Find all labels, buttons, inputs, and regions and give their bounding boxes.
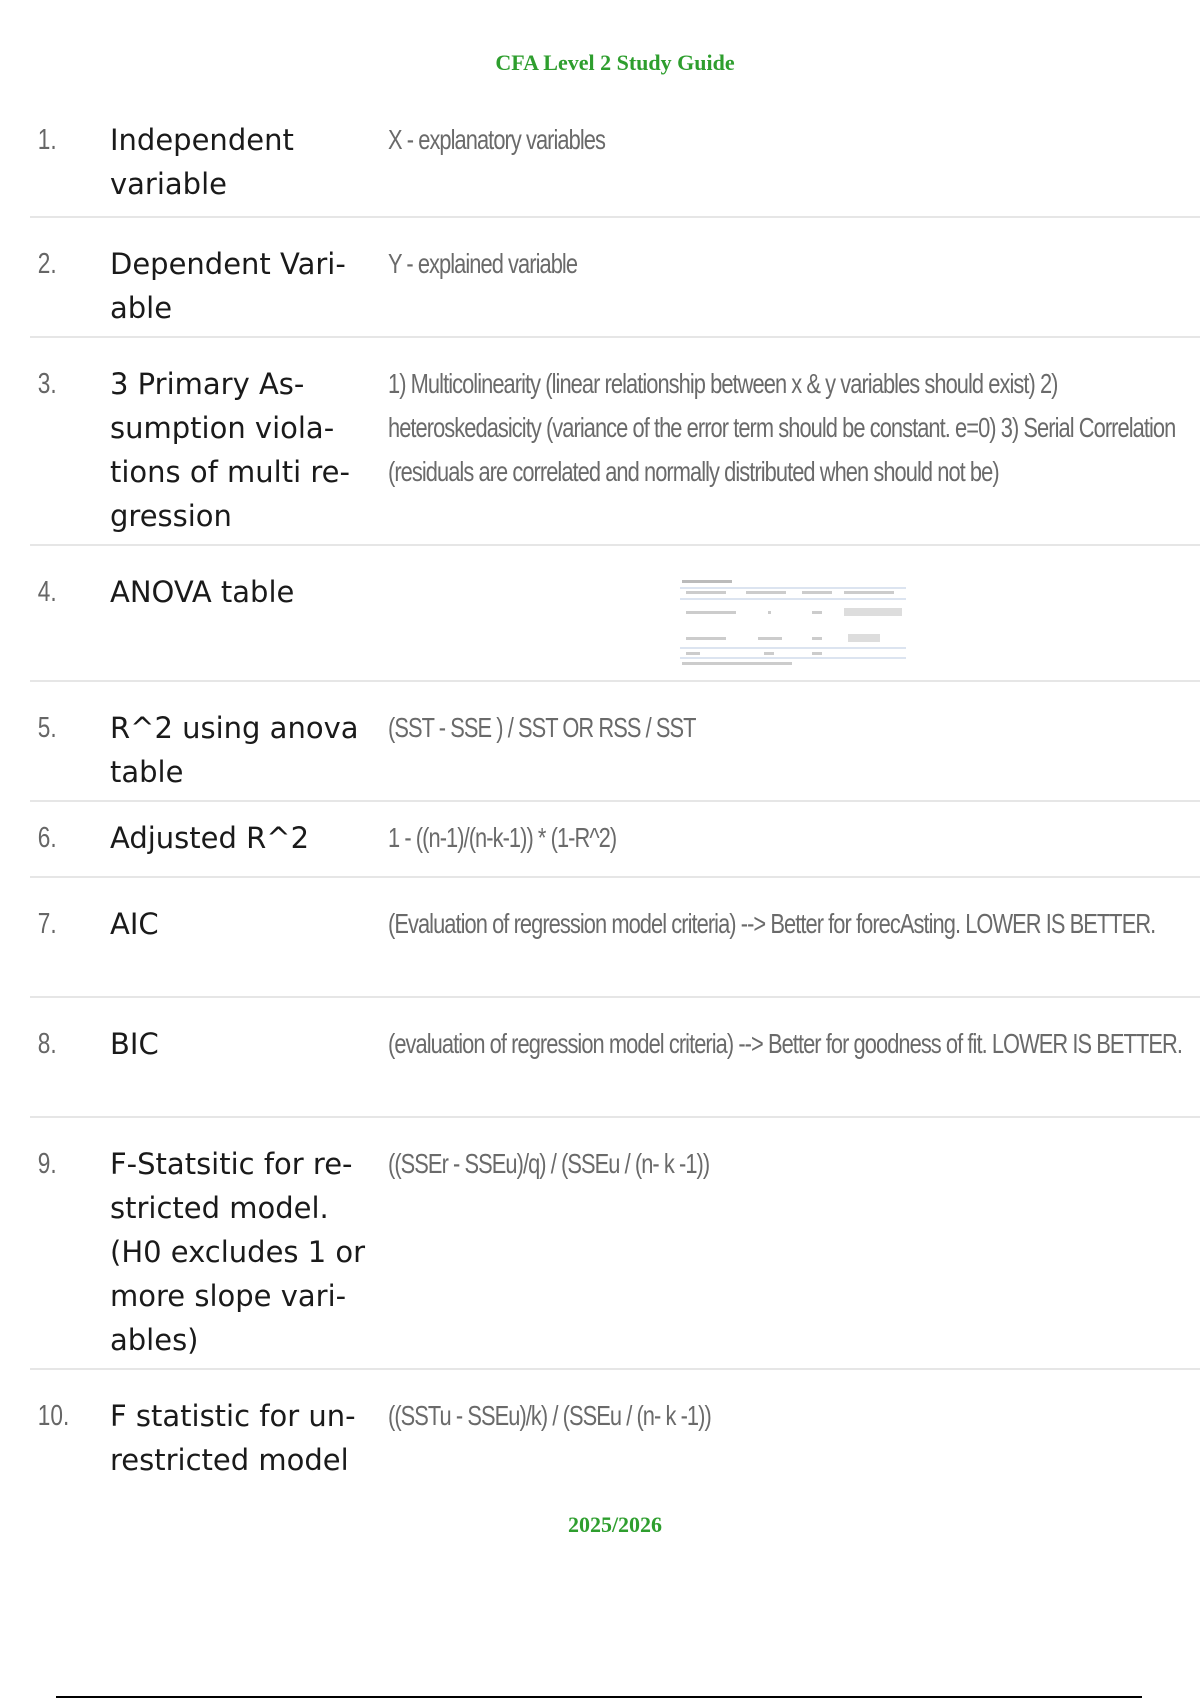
card-definition: ((SSTu - SSEu)/k) / (SSEu / (n- k -1)) xyxy=(388,1400,711,1431)
card-term: F statistic for un- restricted model xyxy=(110,1399,356,1477)
card-term: Dependent Vari- able xyxy=(110,247,346,325)
card-term: AIC xyxy=(110,907,159,941)
flashcard-row xyxy=(30,1370,1200,1480)
card-number: 7. xyxy=(37,908,57,940)
card-definition xyxy=(382,570,1200,660)
flashcard-row xyxy=(30,218,1200,338)
card-term: R^2 using anova table xyxy=(110,711,359,789)
card-number: 4. xyxy=(37,576,57,608)
flashcard-row xyxy=(30,998,1200,1118)
card-definition: 1) Multicolinearity (linear relationship between x & y variables should exist) 2) heteroskedasicity (variance of the error term should be constant. e=0) 3) Serial Correlation (residuals are correlated and normally distributed when should not be) xyxy=(388,368,1176,487)
card-term: ANOVA table xyxy=(110,575,295,609)
card-term: Independent variable xyxy=(110,123,294,201)
page-title: CFA Level 2 Study Guide xyxy=(495,50,735,75)
card-term: Adjusted R^2 xyxy=(110,821,310,855)
flashcard-row xyxy=(30,802,1200,878)
footer-divider xyxy=(56,1696,1142,1698)
card-definition: ((SSEr - SSEu)/q) / (SSEu / (n- k -1)) xyxy=(388,1148,710,1179)
card-definition: (SST - SSE ) / SST OR RSS / SST xyxy=(388,712,696,743)
card-definition: X - explanatory variables xyxy=(388,124,605,155)
page-footer-year: 2025/2026 xyxy=(567,1512,663,1537)
flashcard-row xyxy=(30,878,1200,998)
anova-table-image xyxy=(678,574,908,674)
card-term: 3 Primary As- sumption viola- tions of multi re- gression xyxy=(110,367,350,533)
card-number: 8. xyxy=(37,1028,57,1060)
flashcard-row xyxy=(30,682,1200,802)
card-definition: (evaluation of regression model criteria) --> Better for goodness of fit. LOWER IS BETTER. xyxy=(388,1028,1182,1059)
flashcard-row xyxy=(30,1118,1200,1370)
flashcard-row xyxy=(30,108,1200,218)
card-number: 10. xyxy=(37,1400,70,1432)
flashcard-row xyxy=(30,338,1200,546)
card-number: 2. xyxy=(37,248,57,280)
card-number: 3. xyxy=(37,368,57,400)
card-definition: Y - explained variable xyxy=(388,248,578,279)
flashcard-row xyxy=(30,546,1200,682)
card-number: 6. xyxy=(37,822,57,854)
card-number: 9. xyxy=(37,1148,57,1180)
card-term: BIC xyxy=(110,1027,159,1061)
card-definition: (Evaluation of regression model criteria) --> Better for forecAsting. LOWER IS BETTER. xyxy=(388,908,1156,939)
card-number: 1. xyxy=(37,124,57,156)
card-number: 5. xyxy=(37,712,57,744)
card-definition: 1 - ((n-1)/(n-k-1)) * (1-R^2) xyxy=(388,822,617,853)
card-term: F-Statsitic for re- stricted model. (H0 excludes 1 or more slope vari- ables) xyxy=(110,1147,366,1357)
flashcard-list xyxy=(30,108,1200,1480)
